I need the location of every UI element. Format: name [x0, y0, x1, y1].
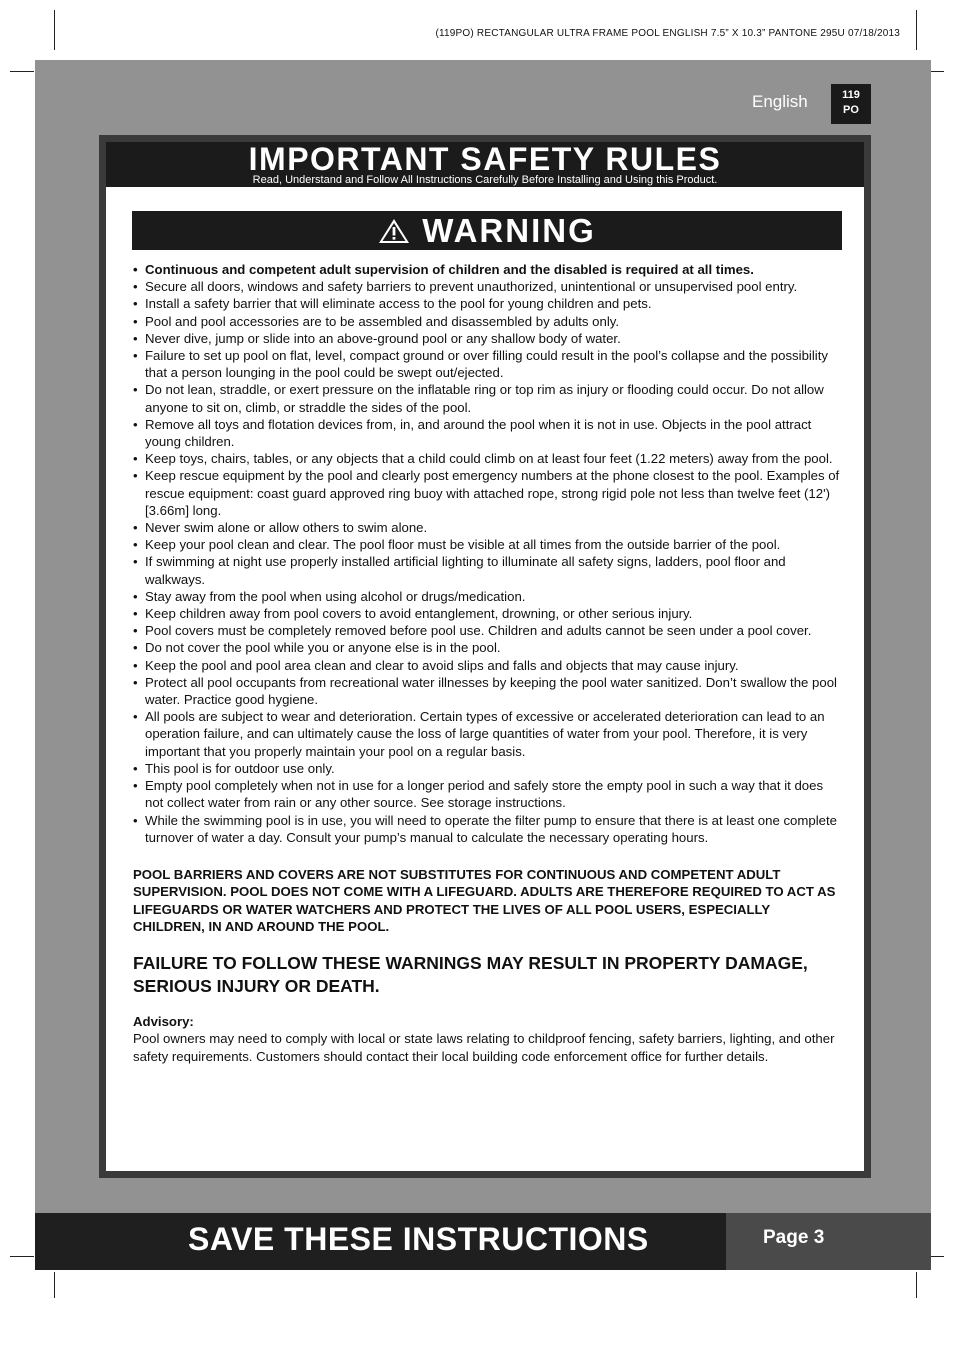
model-code-line2: PO — [843, 104, 859, 116]
advisory-text: Pool owners may need to comply with local or state laws relating to childproof fencing, safety barriers, lighting, and other safety requirements. Customers should contact their local building code enforcement office for further details. — [133, 1031, 835, 1064]
list-item: • Do not cover the pool while you or anyone else is in the pool. — [133, 639, 843, 656]
list-item: • All pools are subject to wear and deterioration. Certain types of excessive or accelerated deterioration can lead to an operation failure, and can ultimately cause the loss of large quantities of water from your pool. Therefore, it is very important that you properly maintain your pool on a regular basis. — [133, 708, 843, 760]
advisory-heading: Advisory: — [133, 1013, 194, 1029]
list-item: • Keep children away from pool covers to avoid entanglement, drowning, or other serious injury. — [133, 605, 843, 622]
list-item: • Never dive, jump or slide into an above-ground pool or any shallow body of water. — [133, 330, 843, 347]
warning-label: WARNING — [422, 211, 596, 249]
list-item: • Continuous and competent adult supervision of children and the disabled is required at all times. — [133, 261, 843, 278]
crop-mark — [10, 1256, 34, 1257]
crop-mark — [916, 1272, 917, 1298]
page-title: IMPORTANT SAFETY RULES — [248, 141, 722, 177]
list-item: • Protect all pool occupants from recreational water illnesses by keeping the pool water sanitized. Don’t swallow the pool water. Practice good hygiene. — [133, 674, 843, 708]
supervision-notice: POOL BARRIERS AND COVERS ARE NOT SUBSTITUTES FOR CONTINUOUS AND COMPETENT ADULT SUPERVISION. POOL DOES NOT COME WITH A LIFEGUARD. ADULTS ARE THEREFORE REQUIRED TO ACT AS LIFEGUARDS OR WATER WATCHERS AND PROTECT THE LIVES OF ALL POOL USERS, ESPECIALLY CHILDREN, IN AND AROUND THE POOL. — [133, 866, 836, 935]
footer-title: SAVE THESE INSTRUCTIONS — [188, 1221, 649, 1257]
model-code-badge — [831, 84, 871, 124]
list-item: • Never swim alone or allow others to swim alone. — [133, 519, 843, 536]
warning-triangle-icon — [378, 218, 410, 244]
list-item: • Empty pool completely when not in use for a longer period and safely store the empty pool in such a way that it does not collect water from rain or any other source. See storage instructions. — [133, 777, 843, 811]
page-number: Page 3 — [726, 1213, 931, 1270]
list-item: • Keep the pool and pool area clean and clear to avoid slips and falls and objects that may cause injury. — [133, 657, 843, 674]
list-item: • Pool and pool accessories are to be assembled and disassembled by adults only. — [133, 313, 843, 330]
list-item: • If swimming at night use properly installed artificial lighting to illuminate all safety signs, ladders, pool floor and walkways. — [133, 553, 843, 587]
model-code-line1: 119 — [842, 89, 860, 101]
crop-mark — [54, 10, 55, 50]
safety-bullet-list — [133, 261, 843, 846]
list-item: • Secure all doors, windows and safety barriers to prevent unauthorized, unintentional or unsupervised pool entry. — [133, 278, 843, 295]
list-item: • Keep rescue equipment by the pool and clearly post emergency numbers at the phone closest to the pool. Examples of rescue equipment: coast guard approved ring buoy with attached rope, strong rigid pole not less than twelve feet (12') [3.66m] long. — [133, 467, 843, 519]
list-item: • Keep toys, chairs, tables, or any objects that a child could climb on at least four feet (1.22 meters) away from the pool. — [133, 450, 843, 467]
list-item: • Stay away from the pool when using alcohol or drugs/medication. — [133, 588, 843, 605]
list-item: • Keep your pool clean and clear. The pool floor must be visible at all times from the outside barrier of the pool. — [133, 536, 843, 553]
list-item: • This pool is for outdoor use only. — [133, 760, 843, 777]
print-header: (119PO) RECTANGULAR ULTRA FRAME POOL ENGLISH 7.5” X 10.3” PANTONE 295U 07/18/2013 — [435, 28, 900, 39]
safety-content — [133, 261, 843, 1065]
language-label: English — [752, 92, 808, 111]
crop-mark — [54, 1272, 55, 1298]
crop-mark — [10, 71, 34, 72]
warning-banner — [132, 211, 842, 250]
failure-warning: FAILURE TO FOLLOW THESE WARNINGS MAY RESULT IN PROPERTY DAMAGE, SERIOUS INJURY OR DEATH. — [133, 952, 808, 996]
list-item: • Failure to set up pool on flat, level, compact ground or over filling could result in the pool’s collapse and the possibility that a person lounging in the pool could be swept out/ejected. — [133, 347, 843, 381]
list-item: • Remove all toys and flotation devices from, in, and around the pool when it is not in use. Objects in the pool attract young children. — [133, 416, 843, 450]
list-item: • Install a safety barrier that will eliminate access to the pool for young children and pets. — [133, 295, 843, 312]
page-subtitle: Read, Understand and Follow All Instructions Carefully Before Installing and Using this Product. — [252, 174, 718, 186]
list-item: • Do not lean, straddle, or exert pressure on the inflatable ring or top rim as injury or flooding could occur. Do not allow anyone to sit on, climb, or straddle the sides of the pool. — [133, 381, 843, 415]
list-item: • Pool covers must be completely removed before pool use. Children and adults cannot be seen under a pool cover. — [133, 622, 843, 639]
title-bar — [106, 142, 864, 187]
crop-mark — [916, 10, 917, 50]
list-item: • While the swimming pool is in use, you will need to operate the filter pump to ensure that there is at least one complete turnover of water a day. Consult your pump’s manual to calculate the necessary operating hours. — [133, 812, 843, 846]
